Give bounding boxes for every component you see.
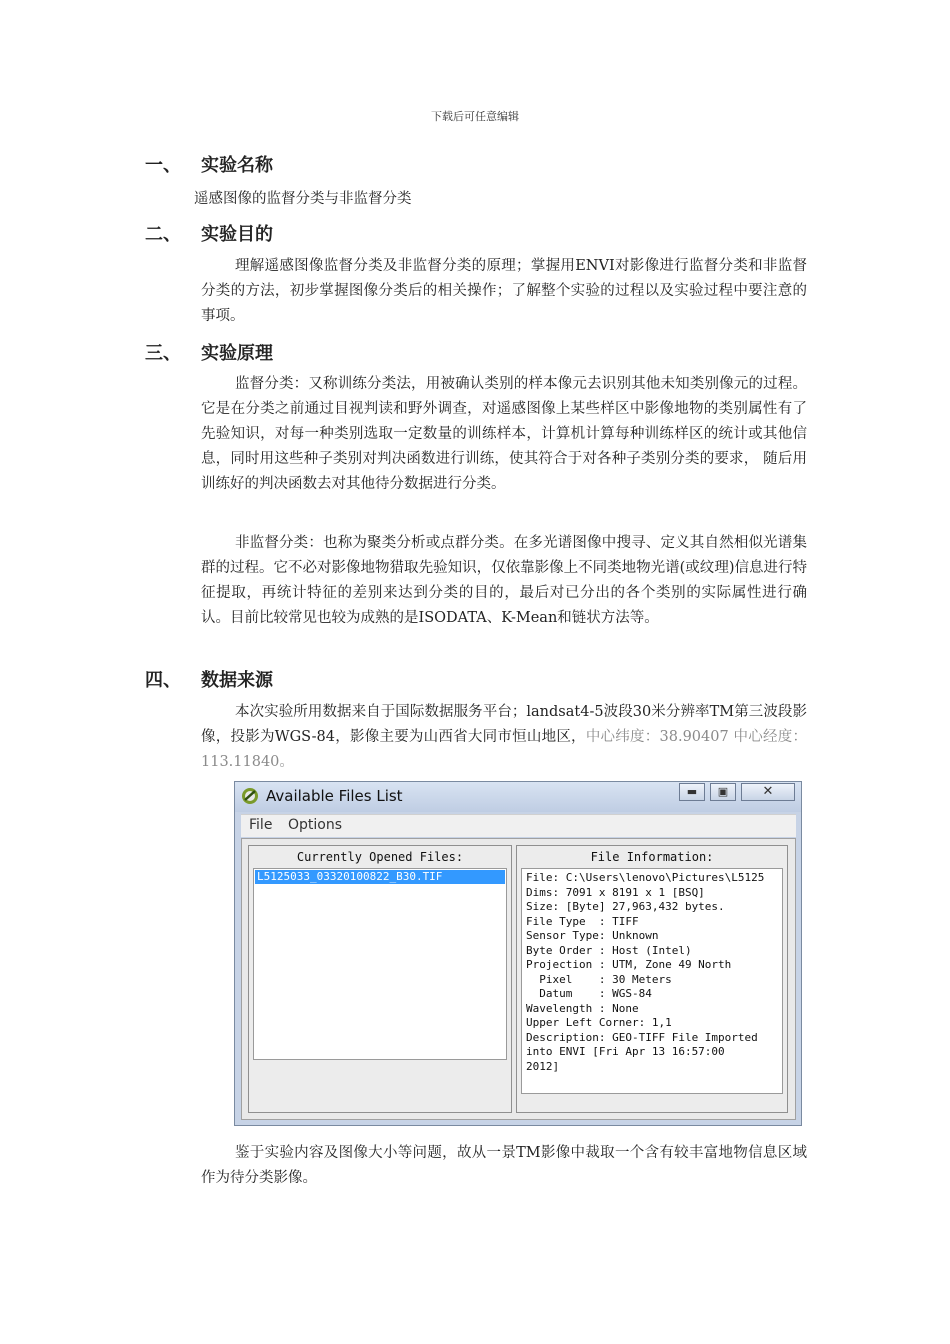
section-title: 数据来源 [201, 670, 273, 691]
file-info-heading: File Information: [590, 850, 714, 864]
available-files-window [234, 781, 802, 1126]
opened-files-list[interactable] [253, 868, 507, 1060]
info-line: File Type : TIFF [526, 914, 639, 928]
section-title: 实验原理 [201, 343, 273, 364]
section-number: 四、 [145, 670, 181, 691]
info-line: Wavelength : None [526, 1001, 639, 1015]
info-line: 2012] [526, 1059, 560, 1073]
info-line: into ENVI [Fri Apr 13 16:57:00 [526, 1045, 725, 1058]
envi-app-icon [241, 787, 259, 805]
header-note: 下载后可任意编辑 [431, 110, 519, 123]
info-line: Description: GEO-TIFF File Imported [526, 1030, 758, 1044]
menu-file[interactable]: File [249, 817, 273, 833]
section-title: 实验目的 [201, 224, 273, 245]
minimize-button[interactable]: ▬ [679, 783, 705, 801]
opened-files-panel [248, 845, 512, 1113]
maximize-button[interactable]: ▣ [710, 783, 736, 801]
section-title: 实验名称 [201, 155, 273, 176]
menu-options[interactable]: Options [288, 817, 343, 833]
section-number: 二、 [145, 224, 181, 245]
unsupervised-paragraph: 非监督分类：也称为聚类分析或点群分类。在多光谱图像中搜寻、定义其自然相似光谱集群的过程。它不必对影像地物猎取先验知识，仅依靠影像上不同类地物光谱(或纹理)信息进行特征提取，再统计特征的差别来达到分类的目的，最后对已分出的各个类别的实际属性进行确认。目前比较常见也较为成熟的是ISODATA、K-Mean和链状方法等。 [201, 535, 807, 626]
opened-files-heading: Currently Opened Files: [296, 850, 464, 864]
data-source-coordinates: 中心纬度：38.90407 中心经度：113.11840。 [201, 729, 807, 770]
window-client-area [241, 838, 796, 1120]
info-line: File: C:\Users\lenovo\Pictures\L5125 [526, 871, 765, 884]
info-line: Sensor Type: Unknown [526, 929, 659, 942]
info-line: Byte Order : Host (Intel) [526, 943, 692, 957]
window-titlebar [235, 782, 801, 812]
footer-paragraph: 鉴于实验内容及图像大小等问题，故从一景TM影像中裁取一个含有较丰富地物信息区域作为待分类影像。 [201, 1145, 807, 1186]
list-item[interactable]: L5125033_03320100822_B30.TIF [255, 870, 505, 884]
close-button[interactable]: ✕ [741, 783, 795, 801]
file-info-panel [516, 845, 788, 1113]
data-source-text: 本次实验所用数据来自于国际数据服务平台；landsat4-5波段30米分辨率TM第三波段影像，投影为WGS-84，影像主要为山西省大同市恒山地区， [201, 704, 807, 745]
window-title: Available Files List [266, 787, 403, 805]
info-line: Size: [Byte] 27,963,432 bytes. [526, 900, 725, 913]
purpose-paragraph: 理解遥感图像监督分类及非监督分类的原理；掌握用ENVI对影像进行监督分类和非监督分类的方法，初步掌握图像分类后的相关操作；了解整个实验的过程以及实验过程中要注意的事项。 [201, 258, 807, 324]
info-line: Upper Left Corner: 1,1 [526, 1016, 672, 1029]
info-line: Pixel : 30 Meters [526, 972, 672, 986]
menu-bar [241, 814, 796, 837]
info-line: Projection : UTM, Zone 49 North [526, 958, 732, 971]
file-info-text[interactable] [521, 868, 783, 1094]
info-line: Dims: 7091 x 8191 x 1 [BSQ] [526, 885, 705, 899]
experiment-name-text: 遥感图像的监督分类与非监督分类 [194, 191, 412, 207]
info-line: Datum : WGS-84 [526, 987, 652, 1000]
data-source-paragraph [201, 700, 807, 775]
supervised-paragraph: 监督分类：又称训练分类法，用被确认类别的样本像元去识别其他未知类别像元的过程。它是在分类之前通过目视判读和野外调查，对遥感图像上某些样区中影像地物的类别属性有了先验知识，对每一种类别选取一定数量的训练样本，计算机计算每种训练样区的统计或其他信息，同时用这些种子类别对判决函数进行训练，使其符合于对各种子类别分类的要求， 随后用训练好的判决函数去对其他待分数据进行分类。 [201, 376, 807, 492]
section-number: 三、 [145, 343, 181, 364]
section-number: 一、 [145, 155, 181, 176]
